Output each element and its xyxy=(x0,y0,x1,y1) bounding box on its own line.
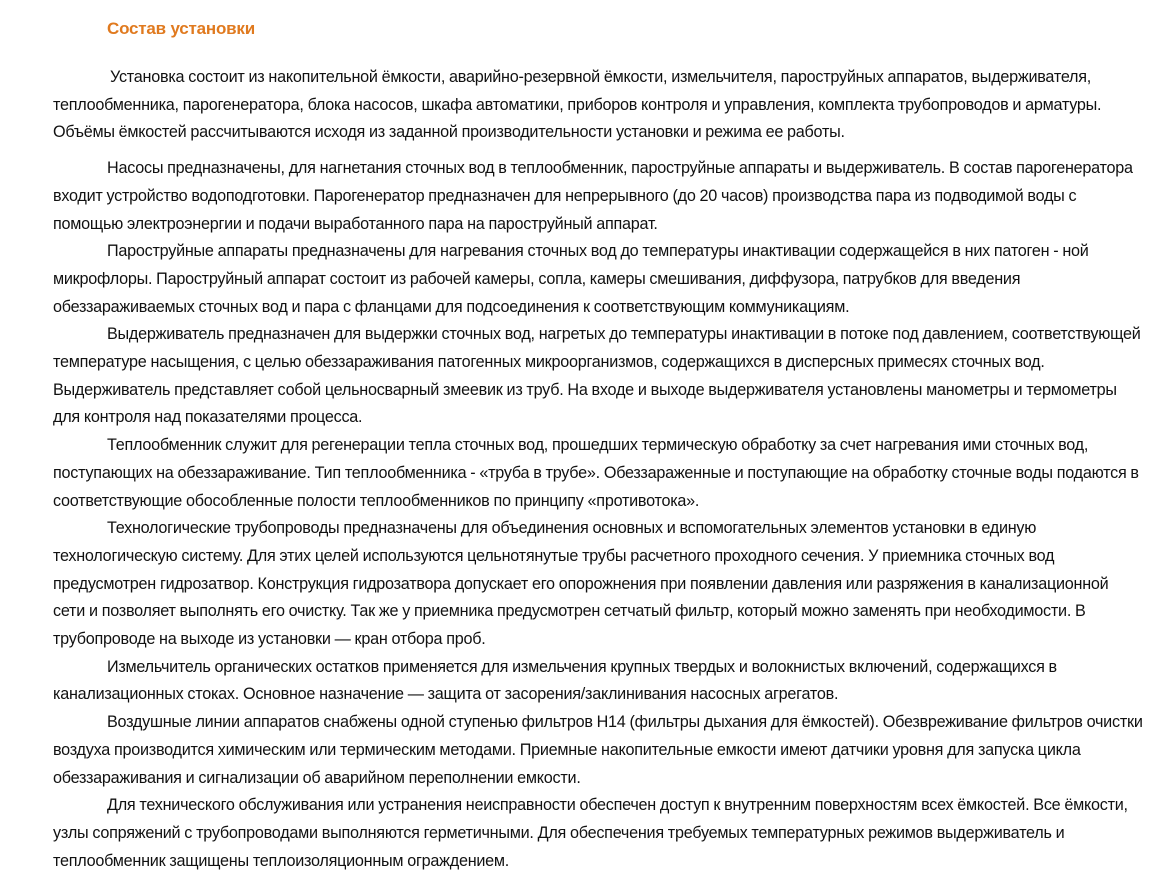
paragraph-air-filters: Воздушные линии аппаратов снабжены одной ступенью фильтров H14 (фильтры дыхания для ёмкостей). Обезвреживание фильтров очистки воздуха производится химическим или термическим методами. Приемные накопительные емкости имеют датчики уровня для запуска цикла обеззараживания и сигнализации об аварийном переполнении емкости. xyxy=(53,713,1143,787)
paragraph-heat-exchanger: Теплообменник служит для регенерации тепла сточных вод, прошедших термическую обработку за счет нагревания ими сточных вод, поступающих на обеззараживание. Тип теплообменника - «труба в трубе». Обеззараженные и поступающие на обработку сточные воды подаются в соответствующие обособленные полости теплообменников по принципу «противотока». xyxy=(53,436,1139,510)
section-title: Состав установки xyxy=(107,19,255,38)
paragraph-holder: Выдерживатель предназначен для выдержки сточных вод, нагретых до температуры инактивации в потоке под давлением, соответствующей температуре насыщения, с целью обеззараживания патогенных микроорганизмов, содержащихся в дисперсных примесях сточных вод. Выдерживатель представляет собой цельносварный змеевик из труб. На входе и выходе выдерживателя установлены манометры и термометры для контроля над показателями процесса. xyxy=(53,325,1141,427)
paragraph-pumps: Насосы предназначены, для нагнетания сточных вод в теплообменник, пароструйные аппараты и выдерживатель. В состав парогенератора входит устройство водоподготовки. Парогенератор предназначен для непрерывного (до 20 часов) производства пара из подводимой воды с помощью электроэнергии и подачи выработанного пара на пароструйный аппарат. xyxy=(53,159,1133,233)
paragraph-grinder: Измельчитель органических остатков применяется для измельчения крупных твердых и волокнистых включений, содержащихся в канализационных стоках. Основное назначение — защита от засорения/заклинивания насосных агрегатов. xyxy=(53,657,1057,704)
paragraph-composition: Установка состоит из накопительной ёмкости, аварийно-резервной ёмкости, измельчителя, пароструйных аппаратов, выдерживателя, теплообменника, парогенератора, блока насосов, шкафа автоматики, приборов контроля и управления, комплекта трубопроводов и арматуры. Объёмы ёмкостей рассчитываются исходя из заданной производительности установки и режима ее работы. xyxy=(53,68,1102,142)
paragraph-steam-jet: Пароструйные аппараты предназначены для нагревания сточных вод до температуры инактивации содержащейся в них патоген - ной микрофлоры. Пароструйный аппарат состоит из рабочей камеры, сопла, камеры смешивания, диффузора, патрубков для введения обеззараживаемых сточных вод и пара с фланцами для подсоединения к соответствующим коммуникациям. xyxy=(53,242,1089,316)
paragraph-maintenance: Для технического обслуживания или устранения неисправности обеспечен доступ к внутренним поверхностям всех ёмкостей. Все ёмкости, узлы сопряжений с трубопроводами выполняются герметичными. Для обеспечения требуемых температурных режимов выдерживатель и теплообменник защищены теплоизоляционным ограждением. xyxy=(53,796,1128,870)
paragraph-pipelines: Технологические трубопроводы предназначены для объединения основных и вспомогательных элементов установки в единую технологическую систему. Для этих целей используются цельнотянутые трубы расчетного проходного сечения. У приемника сточных вод предусмотрен гидрозатвор. Конструкция гидрозатвора допускает его опорожнения при появлении давления или разряжения в канализационной сети и позволяет выполнять его очистку. Так же у приемника предусмотрен сетчатый фильтр, который можно заменять при необходимости. В трубопроводе на выходе из установки — кран отбора проб. xyxy=(53,519,1109,649)
